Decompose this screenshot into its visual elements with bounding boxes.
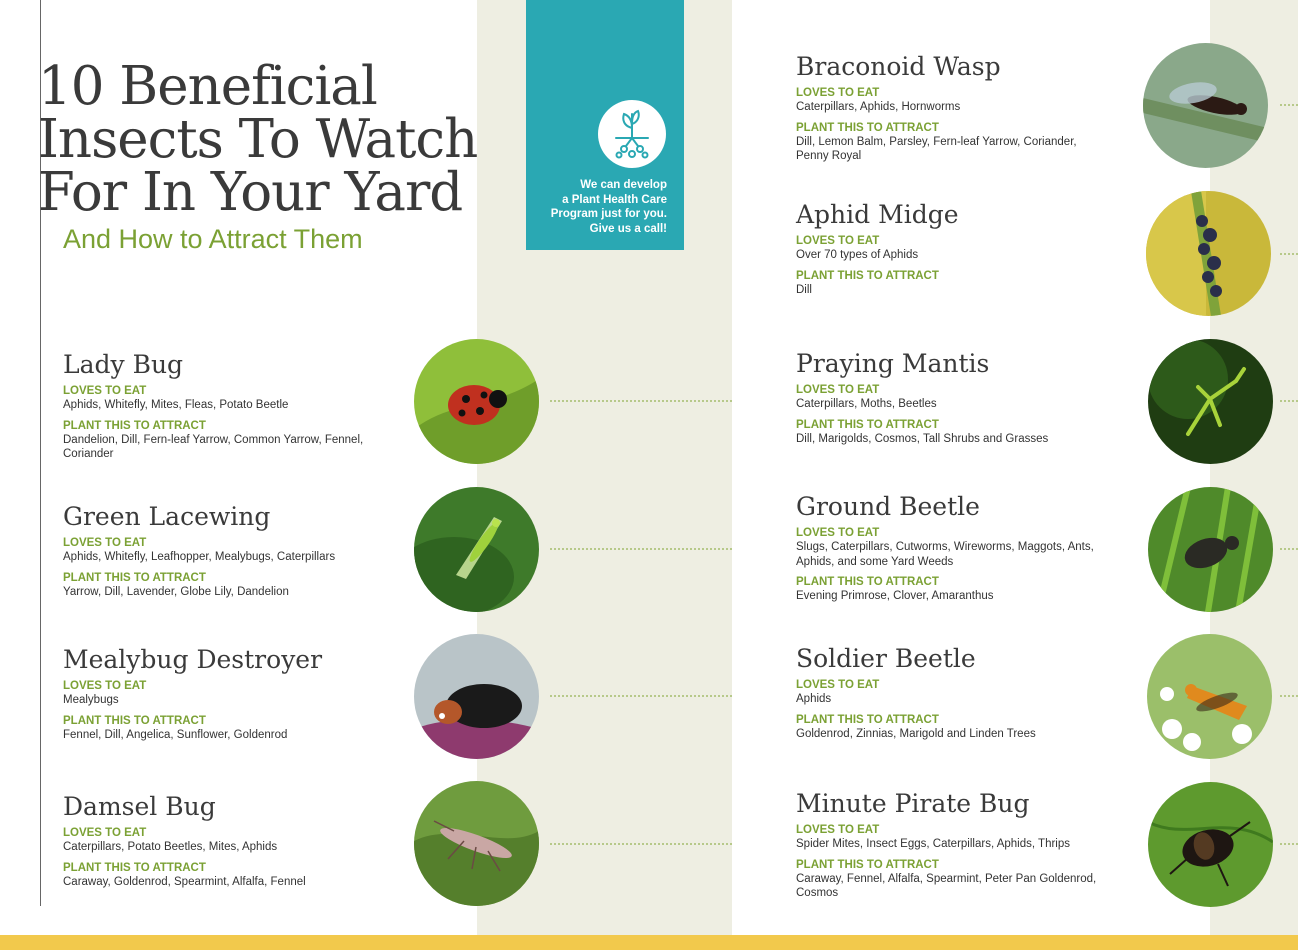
eat-text: Caterpillars, Potato Beetles, Mites, Aphids [63,841,278,853]
dotted-connector [550,400,732,402]
insect-card-aphid-midge [796,200,1096,297]
attract-text: Caraway, Fennel, Alfalfa, Spearmint, Peter Pan Goldenrod, Cosmos [796,872,1097,899]
attract-label: PLANT THIS TO ATTRACT [796,713,939,726]
attract-label: PLANT THIS TO ATTRACT [63,419,206,432]
eat-label: LOVES TO EAT [796,679,880,691]
insect-name: Soldier Beetle [796,644,976,673]
dotted-connector [1280,104,1298,106]
attract-text: Dill, Lemon Balm, Parsley, Fern-leaf Yarrow, Coriander, Penny Royal [796,135,1077,162]
insect-card-lady-bug [63,350,393,462]
eat-text: Spider Mites, Insect Eggs, Caterpillars, Aphids, Thrips [796,838,1070,850]
attract-label: PLANT THIS TO ATTRACT [796,121,939,134]
insect-name: Mealybug Destroyer [63,645,323,674]
dotted-connector [1280,695,1298,697]
insect-card-braconoid-wasp [796,52,1096,164]
attract-text: Dandelion, Dill, Fern-leaf Yarrow, Common Yarrow, Fennel, Coriander [63,433,364,460]
eat-text: Mealybugs [63,694,119,706]
dotted-connector [1280,400,1298,402]
damsel-bug-photo [414,781,539,906]
dotted-connector [1280,253,1298,255]
insect-card-soldier-beetle [796,644,1096,741]
eat-label: LOVES TO EAT [796,384,880,396]
soldier-beetle-photo [1147,634,1272,759]
attract-label: PLANT THIS TO ATTRACT [796,858,939,871]
eat-label: LOVES TO EAT [796,527,880,539]
aphid-midge-photo [1146,191,1271,316]
attract-label: PLANT THIS TO ATTRACT [796,576,939,588]
eat-label: LOVES TO EAT [63,827,147,839]
insect-name: Lady Bug [63,350,184,379]
mantis-photo [1148,339,1273,464]
insect-card-green-lacewing [63,502,393,599]
title-line-2: Insects To Watch [38,109,478,170]
attract-text: Dill [796,283,812,296]
eat-label: LOVES TO EAT [63,537,147,549]
attract-label: PLANT THIS TO ATTRACT [63,714,206,727]
insect-name: Green Lacewing [63,502,271,531]
attract-text: Fennel, Dill, Angelica, Sunflower, Goldenrod [63,728,288,741]
attract-text: Yarrow, Dill, Lavender, Globe Lily, Dandelion [63,585,289,598]
title-line-3: For In Your Yard [38,162,463,223]
insect-card-praying-mantis [796,349,1096,446]
attract-label: PLANT THIS TO ATTRACT [796,269,939,282]
insect-name: Damsel Bug [63,792,216,821]
attract-text: Evening Primrose, Clover, Amaranthus [796,590,994,602]
eat-label: LOVES TO EAT [796,824,880,836]
insect-name: Braconoid Wasp [796,52,1001,81]
eat-label: LOVES TO EAT [63,385,147,397]
attract-label: PLANT THIS TO ATTRACT [63,571,206,584]
attract-label: PLANT THIS TO ATTRACT [63,861,206,874]
eat-text: Caterpillars, Aphids, Hornworms [796,101,961,113]
lacewing-photo [414,487,539,612]
attract-text: Caraway, Goldenrod, Spearmint, Alfalfa, Fennel [63,875,306,888]
dotted-connector [1280,843,1298,845]
mealybug-destroyer-photo [414,634,539,759]
ground-beetle-photo [1148,487,1273,612]
insect-name: Ground Beetle [796,492,980,521]
attract-text: Goldenrod, Zinnias, Marigold and Linden Trees [796,727,1036,740]
insect-card-damsel-bug [63,792,393,889]
insect-card-mealybug-destroyer [63,645,393,742]
insect-name: Minute Pirate Bug [796,789,1030,818]
eat-text: Aphids [796,693,832,705]
eat-text: Aphids, Whitefly, Leafhopper, Mealybugs, Caterpillars [63,551,336,563]
wasp-photo [1143,43,1268,168]
pirate-bug-photo [1148,782,1273,907]
eat-text: Caterpillars, Moths, Beetles [796,398,937,410]
dotted-connector [1280,548,1298,550]
insect-card-minute-pirate-bug [796,789,1116,901]
insect-name: Praying Mantis [796,349,990,378]
attract-text: Dill, Marigolds, Cosmos, Tall Shrubs and Grasses [796,432,1049,445]
dotted-connector [550,548,732,550]
eat-label: LOVES TO EAT [63,680,147,692]
dotted-connector [550,695,732,697]
plant-roots-icon [598,100,666,168]
dotted-connector [550,843,732,845]
bottom-bar [0,935,1298,950]
page-title [38,56,478,223]
attract-label: PLANT THIS TO ATTRACT [796,418,939,431]
title-line-1: 10 Beneficial [38,56,377,117]
eat-label: LOVES TO EAT [796,87,880,99]
ladybug-photo [414,339,539,464]
eat-text: Slugs, Caterpillars, Cutworms, Wireworms, Maggots, Ants, Aphids, and some Yard Weeds [796,541,1094,568]
insect-name: Aphid Midge [796,200,959,229]
cta-panel[interactable] [526,0,684,250]
cta-text: We can develop a Plant Health Care Program just for you. Give us a call! [550,179,667,235]
page-subtitle: And How to Attract Them [63,224,363,254]
eat-label: LOVES TO EAT [796,235,880,247]
insect-card-ground-beetle [796,492,1106,604]
eat-text: Aphids, Whitefly, Mites, Fleas, Potato Beetle [63,399,289,411]
eat-text: Over 70 types of Aphids [796,249,919,261]
